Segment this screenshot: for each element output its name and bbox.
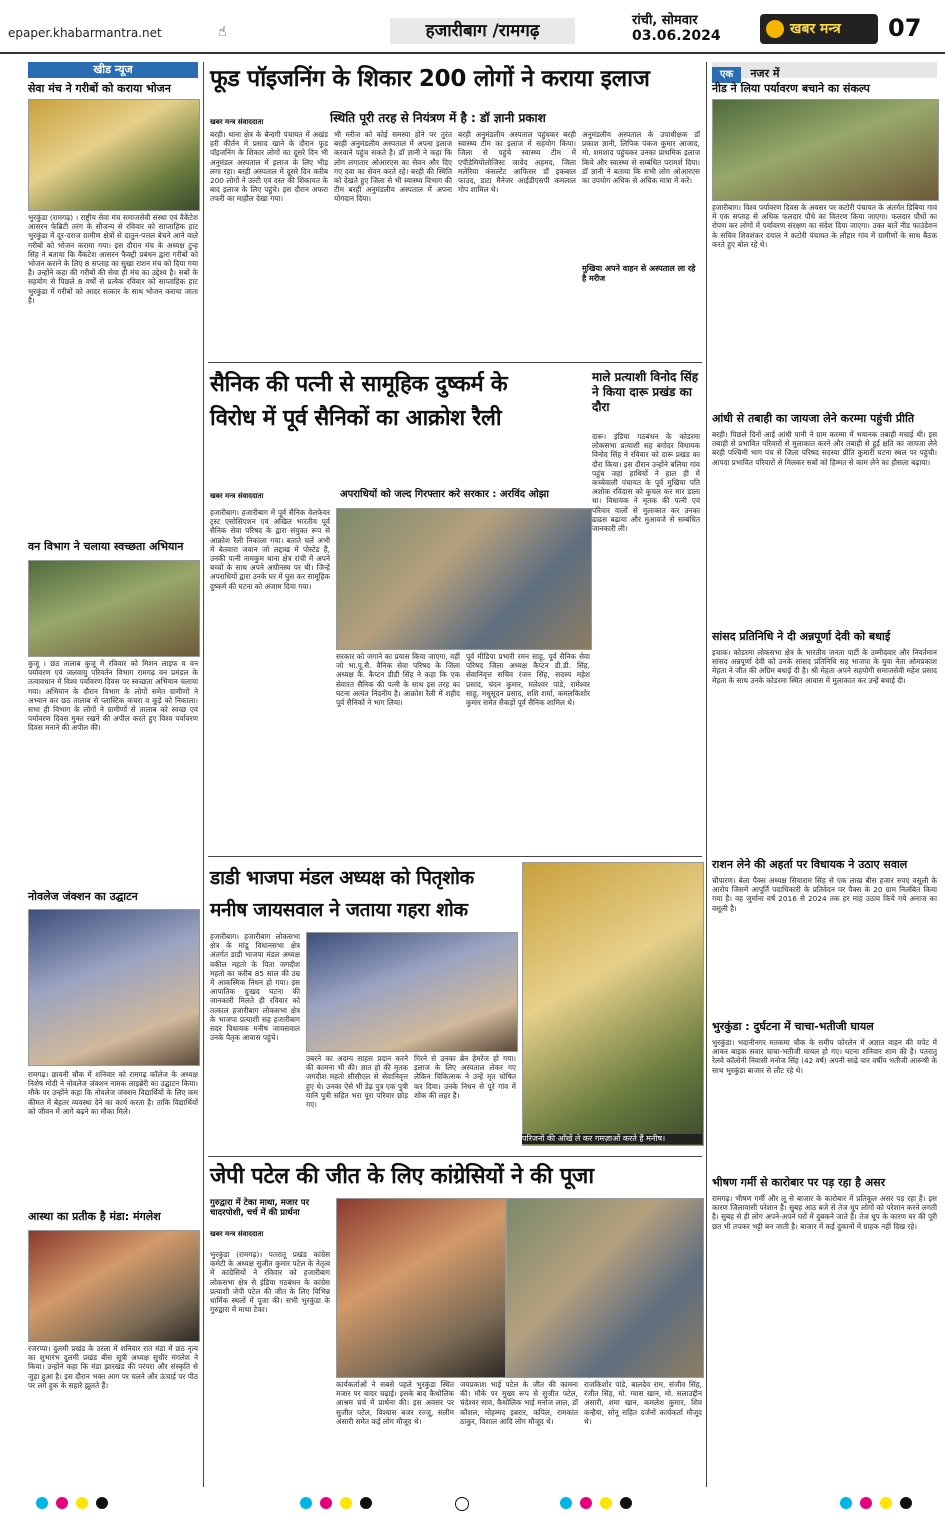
cyan-dot [36,1497,48,1509]
story5-headline: जेपी पटेल की जीत के लिए कांग्रेसियों ने की पूजा [210,1164,594,1189]
headline-left-2: वन विभाग ने चलाया स्वच्छता अभियान [28,540,184,553]
article-right-6: रामगढ़। भीषण गर्मी और लू से बाजार के कारोबार में प्रतिकूल असर पड़ रहा है। इस कारण जिलावासी परेशान हैं। सुबह आठ बजे से तेज धूप लोगों को परेशान करने लगती है। सुबह से ही लोग अपने-अपने घरों में दुबकने जाते हैं। तेज धूप के कारण घर की पूरी छत भी तपकर भट्टी बन जाती है। बाजार में कई दुकानों में ग्राहक नहीं दिख रहे। [712,1194,937,1231]
photo-condolence-meeting [306,932,518,1052]
section-title: हजारीबाग /रामगढ़ [390,18,575,44]
headline-left-4: आस्था का प्रतीक है मंडा: मंगलेश [28,1210,161,1223]
headline-left-3: नोवलेज जंक्शन का उद्घाटन [28,890,138,903]
yellow-dot [600,1497,612,1509]
story2-col-3: पूर्व मीडिया प्रभारी रमन साहू, पूर्व सैनिक सेवा परिषद जिला अध्यक्ष कैप्टन डी.डी. सिंह, सेवानिवृत्त सचिव रंजन सिंह, सदस्य महेश प्रसाद, चंदन कुमार, मलेश्वर पांडे, रामेश्वर साहू, मधुसूदन प्रसाद, शशि शर्मा, कमलकिशोर कुमार समेत सैकड़ों पूर्व सैनिक शामिल थे। [466,652,590,708]
yellow-dot [76,1497,88,1509]
photo-ex-servicemen-rally [336,508,592,650]
article-left-3: रामगढ़। छावनी चौक में शनिवार को रामगढ़ कॉलेज के अध्यक्ष निशेष मोदी ने नोवलेज जंक्शन नामक लाइब्रेरी का उद्घाटन किया। मौके पर उन्होंने कहा कि नोवलेज जंक्शन विद्यार्थियों के लिए कम कीमत में बेहतर व्यवस्था देने का कार्य करता है। ताकि विद्यार्थियों को जीवन में आगे बढ़ने का मौका मिले। [28,1070,198,1116]
photo-prayer-group [336,1198,506,1378]
story4-headline [210,862,540,926]
top-story-col-3: बरही अनुमंडलीय अस्पताल पहुंचकर बरही स्वास्थ्य टीम का इलाज में सहयोग किया। जिला से पहुंचे स्वास्थ्य टीम में एपीडेमियोलोजिस्ट जावेद अहमद, जिला मलेरिया कंसल्टेंट आफिसर डॉ इकबाल फाउद, डाटा मैनेजर आईडीएसपी कमलाल गोप शामिल थे। [458,130,576,195]
story4-col-2: उबरने का अदम्य साहस प्रदान करने की कामना भी की। ज्ञात हो की मृतक जगदीश महतो सीसीएल से सेवानिवृत्त हुए थे। उनका ऐसे भी डेढ़ पुत्र एक पुत्री यानि पुत्री सहित भरा पूरा परिवार छोड़ गए। [306,1054,408,1110]
photo-need-foundation [712,99,939,201]
story4-col-3: गिरने से उनका ब्रेन हेमरेज हो गया। इलाज के लिए अस्पताल लेकर गए लेकिन चिकित्सक ने उन्हें मृत घोषित कर दिया। उनके निधन से पूरे गांव में शोक की लहर है। [414,1054,516,1100]
story5-col-4: राजकिशोर पांडे, बालदेव राम, संजीव सिंह, रंजीत सिंह, मो. ग्यास खान, मो. सलाउद्दीन अंसारी, शमा खान, कमलेश कुमार, शिव कन्हैया, सोनू सहित दर्जनों कार्यकर्ता मौजूद थे। [584,1380,702,1426]
top-story-headline: फूड पॉइजनिंग के शिकार 200 लोगों ने कराया इलाज [210,66,650,92]
cyan-dot [560,1497,572,1509]
brand-logo [760,14,878,44]
story2-byline: खबर मन्त्र संवाददाता [210,492,264,500]
photo-caption: परिजनों की आँखें ले कर गमज़ाओं करते हैं मनीष। [522,1134,702,1144]
photo-van-vibhag [28,560,200,657]
photo-manda [28,1230,200,1342]
headline-left-1: सेवा मंच ने गरीबों को कराया भोजन [28,82,171,95]
photo-manish-jaiswal [522,862,704,1146]
black-dot [96,1497,108,1509]
top-story-col-1: बरही। थाना क्षेत्र के बेन्दगी पंचायत में अखंड हरी कीर्तन में प्रसाद खाने के दौरान फूड पॉइजनिंग के शिकार लोगों का दूसरे दिन भी अनुमंडल अस्पताल में इलाज के लिए भीड़ लगा रहा। बरही अस्पताल में दूसरे दिन करीब 200 लोगों ने उल्टी एवं दस्त की शिकायत के बाद इलाज के लिए पहुंचे। इस दौरान अफरा तफरी का माहौल देखा गया। [210,130,328,204]
photo-seva-manch [28,99,200,211]
article-right-1: हजारीबाग। विश्व पर्यावरण दिवस के अवसर पर कटोरी पंचायत के अंतर्गत डिबिया गावं में एक सप्ताह से अधिक फलदार पौधे का वितरण किया जाएगा। फलदार पौधों का रोपण कर लोगों में पर्यावरण संरक्षण का संदेश दिया जाएगा। उक्त बातें नीड फाउंडेशन के सचिव शिवशंकर दयाल ने कटोरी पंचायत के लौहार गांव में ग्रामीणों के साथ बैठक करते हुए बोल रहे थे। [712,203,937,249]
story5-byline: खबर मन्त्र संवाददाता [210,1230,264,1238]
divider-story4 [208,856,702,857]
black-dot [900,1497,912,1509]
top-story-subhead: स्थिति पूरी तरह से नियंत्रण में है : डॉ ज्ञानी प्रकाश [330,111,546,125]
story2-headline-line1: सैनिक की पत्नी से सामूहिक दुष्कर्म के [210,372,508,397]
page-number: 07 [888,14,938,44]
place-day: रांची, सोमवार [632,13,698,28]
cursor-icon: ☝ [218,24,227,40]
article-right-5: भुरकुंडा। भदानीनगर मतकमा चौक के समीप फोरलेन में अज्ञात वाहन की चपेट में आकर बाइक सवार चाचा-भतीजी घायल हो गए। घटना शनिवार शाम की है। पतरातू रेलवे कॉलोनी निवासी मनोज सिंह (42 वर्ष) अपनी साढ़े चार वर्षीय भतीजी आरूषी के साथ भुरकुंडा बाजार से लौट रहे थे। [712,1038,937,1075]
story3-text: दारू। इंडिया गठबंधन के कोडरमा लोकसभा प्रत्याशी सह बगोदर विधायक विनोद सिंह ने रविवार को दारू प्रखंड का दौरा किया। इस दौरान उन्होंने बलिया गांव पहुंच जहां हाथियों ने हाल ही में कच्चेवाली पंचायत के पूर्व मुखिया पति अशोक रविदास को कुचल कर मार डाला था। विधायक ने मृतक की पत्नी एवं परिवार वालों से मुलाकात कर उनका ढाढस बढ़ाया और मुआवजे से सम्बंधित जानकारी ली। [592,432,700,534]
black-dot [620,1497,632,1509]
brand-name: खबर मन्त्र [790,21,841,37]
story2-subhead: अपराधियों को जल्द गिरफ्तार करे सरकार : अरविंद ओझा [340,489,549,500]
divider-top-story [208,362,702,363]
photo-novelty-junction [28,909,200,1066]
story2-headline [210,368,590,436]
story4-headline-line1: डाडी भाजपा मंडल अध्यक्ष को पितृशोक [210,867,474,889]
magenta-dot [860,1497,872,1509]
story5-col-3: जयप्रकाश भाई पटेल के जीत की कामना की। मौके पर मुख्य रूप से सुजीत पटेल, चंदेश्वर साव, कैथोलिक भाई मनोज लाल, डॉ कौशल, मोहम्मद इबरार, कपिल, रामकांत ठाकुर, विशाल आदि लोग मौजूद थे। [460,1380,578,1426]
top-story-byline: खबर मन्त्र संवाददाता [210,118,264,126]
yellow-dot [340,1497,352,1509]
divider-story5 [208,1156,702,1157]
column-divider-right [706,62,707,1487]
epaper-url[interactable]: epaper.khabarmantra.net [8,26,162,40]
story5-subhead: गुरुद्वारा में टेका माथा, मजार पर चादरपोशी, चर्च में की प्रार्थना [210,1198,310,1218]
column-divider-left [203,62,204,1487]
magenta-dot [320,1497,332,1509]
photo-church-prayer [506,1198,704,1378]
right-kicker [712,62,937,78]
story4-col-1: हजारीबाग। हजारीबाग लोकसभा क्षेत्र के मांडू विधानसभा क्षेत्र अंतर्गत डाडी भाजपा मंडल अध्यक्ष वकील महतो के पिता जगदीश महतो का करीब 85 साल की उम्र में आकस्मिक निधन हो गया। इस आपातिक दुःखद घटना की जानकारी मिलते ही रविवार को तत्काल हजारीबाग लोकसभा क्षेत्र के भाजपा प्रत्याशी सह हजारीबाग सदर विधायक मनीष जायसवाल उनके पैतृक आवास पहुंचे। [210,932,300,1043]
article-left-2: कुजू । छठ तालाब कुजू में रविवार को मिशन लाइफ व वन पर्यावरण एवं जलवायु परिवर्तन विभाग रामगढ़ वन प्रमंडल के तत्वावधान में विश्व पर्यावरण दिवस पर स्वच्छता अभियान चलाया गया। अभियान के दौरान विभाग के लोगों समेत ग्रामीणों ने अभ्यान कर छठ तालाब से प्लास्टिक कचरा व कूड़े को निकाला। सभा ही विभाग के लोगों ने ग्रामीणों से तालाब को स्वच्छ एवं पर्यावरण दिवस मुक्त रखने की अपील करते हुए विश्व पर्यावरण दिवस मनाने की अपील की। [28,659,198,733]
cyan-dot [840,1497,852,1509]
article-right-3: इचाक। कोडरमा लोकसभा क्षेत्र के भारतीय जनता पार्टी के उम्मीदवार और निवर्तमान सांसद अन्नपूर्णा देवी को उनके सांसद प्रतिनिधि सह भाजपा के युवा नेता ओमप्रकाश मेहता ने जीत की अग्रिम बधाई दी है। श्री मेहता अपने सहयोगी समाजसेवी महेश प्रसाद मेहता के साथ उनके कोडरमा स्थित आवास में मुलाकात कर उन्हें बधाई दी। [712,648,937,685]
sun-icon [766,20,784,38]
article-right-4: चौपारण। बेला पैक्स अध्यक्ष सियाराम सिंह से एक लाख बीस हजार रुपए वसूली के आरोप जिसमें आपूर्ति पदाधिकारी के प्रतिवेदन पर पैक्स के 20 ग्राम निलंबित किया गया है। वह जुर्माना वर्ष 2016 से 2024 तक हर माह उठाव किये गये अनाज का वसूली है। [712,876,937,913]
headline-right-5: भुरकुंडा : दुर्घटना में चाचा-भतीजी घायल [712,1020,874,1033]
magenta-dot [56,1497,68,1509]
story2-headline-line2: विरोध में पूर्व सैनिकों का आक्रोश रैली [210,406,502,431]
crosshair-icon [455,1497,469,1511]
print-registration-marks [0,1497,945,1511]
top-story-subhead-2: मुखिया अपने वाहन से अस्पताल ला रहे है मरीज [582,264,696,283]
story3-headline: माले प्रत्याशी विनोद सिंह ने किया दारू प्रखंड का दौरा [592,370,699,414]
black-dot [360,1497,372,1509]
story2-col-2: सरकार को जगाने का प्रयास किया जाएगा, वहीं जो भा.पू.सै. वैनिक सेवा परिषद के जिला अध्यक्ष कै. कैप्टन डीडी सिंह ने कहा कि एक सेवारत सैनिक की पत्नी के साथ इस तरह का घटना अत्यंत निंदनीय है। आक्रोश रैली में शहीद पूर्व सैनिकों ने भाग लिया। [336,652,460,708]
edition-date: 03.06.2024 [632,28,721,44]
yellow-dot [880,1497,892,1509]
headline-right-4: राशन लेने की अहर्ता पर विधायक ने उठाए सवाल [712,858,908,871]
top-story-col-2: भी मरीज को कोई समस्या होने पर तुरंत बरही अनुमंडलीय अस्पताल में अपना इलाज करवाने पहुंच सकते है। डॉ ज्ञानी ने कहा कि लोग लगातार ओआरएस का सेवन और दिए गए दवा का सेवन करते रहे। बरही की स्थिति को देखते हुए जिला से भी स्वास्थ्य विभाग की टीम बरही अनुमंडलीय अस्पताल में अपना योगदान दिया। [334,130,452,204]
story5-col-1: भुरकुंडा (रामगढ़)। पतरातू प्रखंड कांग्रेस कमेटी के अध्यक्ष सुजीत कुमार पटेल के नेतृत्व में कांग्रेसियों ने रविवार को हजारीबाग लोकसभा क्षेत्र से इंडिया गठबंधन के कांग्रेस प्रत्याशी जेपी पटेल की जीत के लिए विभिन्न धार्मिक स्थलों में पूजा की। सभी भुरकुंडा के गुरुद्वारा में माथा टेका। [210,1250,330,1315]
right-kicker-tag: एक [712,67,741,83]
story5-col-2: कार्यकर्ताओं ने सबसे पहले भुरकुंडा स्थित मजार पर चादर चढ़ाई। इसके बाद कैथोलिक आश्रम चर्च में प्रार्थना की। इस अवसर पर सुजीत पटेल, विश्वास बजर रज्जू, सलीम अंसारी समेत कई लोग मौजूद थे। [336,1380,454,1426]
headline-right-6: भीषण गर्मी से कारोबार पर पड़ रहा है असर [712,1176,886,1189]
masthead [0,0,945,54]
article-left-4: रजरप्पा। दुलमी प्रखंड के उरला में शनिवार रात मंडा में छठ नृत्य का शुभारंभ दुलमी प्रखंड बीस सूत्री अध्यक्ष सुधीर मंगलेश ने किया। उन्होंने कहा कि मंडा झारखंड की परंपरा और संस्कृति से जुड़ा हुआ है। इस दौरान भक्त आग पर चलने और ऊंचाई पर पीठ पर लगे हुक के सहारे झूलते हैं। [28,1344,198,1390]
article-right-2: बरही। पिछले दिनों आई आंधी पानी ने ग्राम करम्मा में भयानक तबाही मचाई थी। इस तबाही से प्रभावित परिवारों से मुलाकात करने और तबाही से हुई क्षति का जायजा लेने बरही पश्चिमी भाग पंच से जिला परिषद सदस्या प्रीति कुमारी घटना स्थल पर पहुंची। आपदा प्रभावित परिवारों से मिलकर सबों को हिम्मत से काम लेने का हौसला बढ़ाया। [712,430,937,467]
story2-col-1: हजारीबाग। हजारीबाग में पूर्व सैनिक वेलफेयर ट्रस्ट एसोसिएशन एवं अखिल भारतीय पूर्व सैनिक सेवा परिषद के द्वारा संयुक्त रूप से आक्रोश रैली निकाला गया। बताते चलें अभी में बेतवारा जवान जो लद्दाख में पोस्टेड हैं, उनकी पत्नी नामकुम थाना क्षेत्र रांची में अपने बच्चों के साथ अपने अधीनस्थ पर थी। जिन्हें अपराधियों द्वारा उनके घर में घुस कर सामूहिक दुष्कर्म की घटना को अंजाम दिया गया। [210,508,330,591]
headline-right-2: आंधी से तबाही का जायजा लेने करम्मा पहुंची प्रीति [712,412,915,425]
headline-right-1: नीड ने लिया पर्यावरण बचाने का संकल्प [712,82,870,95]
right-kicker-label: नजर में [750,67,780,80]
top-story-col-4: अनुमंडलीय अस्पताल के उपाधीक्षक डॉ प्रकाश ज्ञानी, लिपिक पंकज कुमार आजाद, मो. शमशाद पहुंचकर उनका प्राथमिक इलाज किये और स्वास्थ्य से सम्बंधित परामर्श दिया। डॉ ज्ञानी ने बताया कि सभी लोग ओआरएस का उपयोग अधिक से अधिक मात्रा में करें। [582,130,700,186]
cyan-dot [300,1497,312,1509]
story4-headline-line2: मनीष जायसवाल ने जताया गहरा शोक [210,899,468,921]
article-left-1: भुरकुंडा (रामगढ़) । राष्ट्रीय सेवा मंच समाजसेवी संस्था एवं वैकेंटेश आसरन फेब्रिटी तरंग के सौजन्य से रविवार को साप्ताहिक हाट भुरकुंडा में दूर-दराज ग्रामीण क्षेत्रों से दातुन-पत्तल बेचने आने वाले गरीबों को भोजन कराया गया। इस दौरान मंच के अध्यक्ष टुन्ह सिंह ने बताया कि वैंकटेश आसरन फैक्ट्री प्रबंधन द्वारा गरीबों को भोजन कराने के लिए 8 सप्ताह का सुखा राशन मंच को दिया गया है। उन्होंने कहा की गरीबों की सेवा ही मंच का उद्देश्य है। सबों के सहयोग से पिछले 8 वर्षों से प्रत्येक रविवार को साप्ताहिक हाट भुरकुंडा में गरीबों को आदर सत्कार के साथ भोजन कराया जाता है। [28,213,198,305]
brief-news-kicker: खीड न्यूज [28,62,198,78]
magenta-dot [580,1497,592,1509]
headline-right-3: सांसद प्रतिनिधि ने दी अन्नपूर्णा देवी को बधाई [712,630,891,643]
